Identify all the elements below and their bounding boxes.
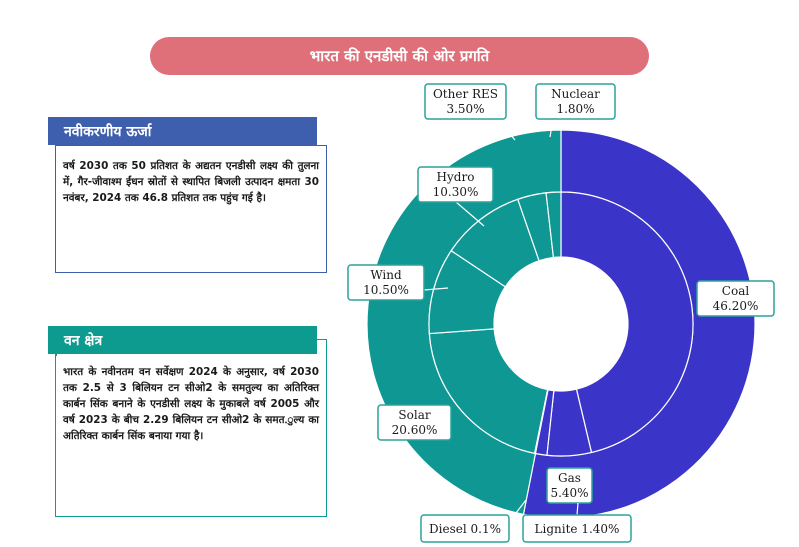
label-value-nuclear: 1.80% bbox=[556, 102, 595, 116]
forest-cover-text: भारत के नवीनतम वन सर्वेक्षण 2024 के अनुसार, वर्ष 2030 तक 2.5 से 3 बिलियन टन सीओ2 के समतुल्य का अतिरिक्त कार्बन सिंक बनाने के एनडीसी लक्ष्य के मुकाबले वर्ष 2005 और वर्ष 2023 के बीच 2.29 बिलियन टन सीओ2 के समत.ुल्य का अतिरिक्त कार्बन सिंक बनाया गया है। bbox=[63, 366, 319, 442]
label-value-other-res: 3.50% bbox=[446, 102, 485, 116]
label-name-gas: Gas bbox=[558, 471, 581, 485]
label-wind bbox=[348, 265, 424, 300]
page-title: भारत की एनडीसी की ओर प्रगति bbox=[309, 47, 490, 65]
label-gas bbox=[547, 468, 592, 503]
leader-other-res bbox=[497, 119, 515, 140]
label-name-nuclear: Nuclear bbox=[551, 87, 600, 101]
renewable-energy-heading: नवीकरणीय ऊर्जा bbox=[48, 117, 317, 145]
label-name-solar: Solar bbox=[398, 408, 431, 422]
label-coal bbox=[697, 281, 774, 316]
label-name-hydro: Hydro bbox=[436, 170, 475, 184]
label-nuclear bbox=[536, 84, 615, 119]
label-text-lignite: Lignite 1.40% bbox=[534, 522, 620, 536]
label-value-gas: 5.40% bbox=[550, 486, 589, 500]
label-value-hydro: 10.30% bbox=[432, 185, 479, 199]
label-hydro bbox=[418, 167, 493, 202]
label-value-solar: 20.60% bbox=[391, 423, 438, 437]
label-value-wind: 10.50% bbox=[363, 283, 409, 297]
label-text-diesel: Diesel 0.1% bbox=[429, 522, 501, 536]
label-name-coal: Coal bbox=[721, 284, 750, 298]
renewable-energy-text: वर्ष 2030 तक 50 प्रतिशत के अद्यतन एनडीसी लक्ष्य की तुलना में, गैर-जीवाश्म ईंधन स्रोतों से स्थापित बिजली उत्पादन क्षमता 30 नवंबर, 2024 तक 46.8 प्रतिशत तक पहुंच गई है। bbox=[63, 160, 319, 204]
label-value-coal: 46.20% bbox=[712, 299, 759, 313]
label-solar bbox=[378, 405, 451, 440]
label-name-wind: Wind bbox=[370, 268, 402, 282]
label-other-res bbox=[425, 84, 506, 119]
label-lignite bbox=[523, 515, 631, 542]
forest-cover-heading: वन क्षेत्र bbox=[48, 326, 317, 354]
label-diesel bbox=[421, 515, 509, 542]
label-name-other-res: Other RES bbox=[432, 87, 499, 101]
